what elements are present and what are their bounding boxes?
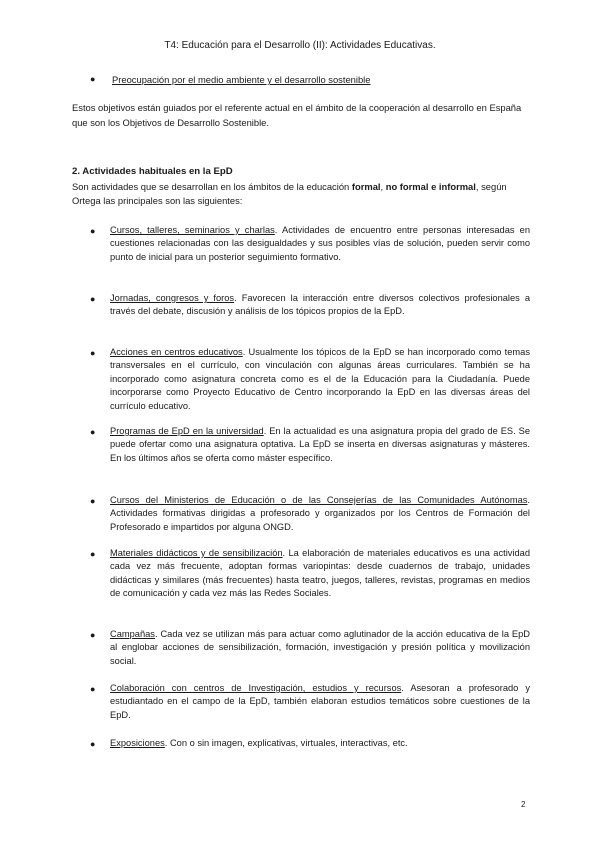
formal-term: formal [351, 181, 381, 192]
bullet-icon: ● [90, 684, 96, 694]
bullet-icon: ● [90, 427, 96, 437]
section-intro-sep: , [380, 181, 386, 192]
item-title: Colaboración con centros de Investigación, estudios y recursos [110, 683, 402, 693]
list-item [90, 737, 530, 750]
list-item [90, 224, 530, 264]
list-item [90, 494, 530, 534]
item-title: Exposiciones [110, 738, 165, 748]
list-item [90, 292, 530, 319]
item-title: Acciones en centros educativos [110, 347, 243, 357]
item-title: Jornadas, congresos y foros [110, 293, 235, 303]
list-item [90, 682, 530, 722]
intro-paragraph: Estos objetivos están guiados por el referente actual en el ámbito de la cooperación al desarrollo en España que son los Objetivos de Desarrollo Sostenible. [72, 102, 522, 128]
item-title: Materiales didácticos y de sensibilización [110, 548, 283, 558]
page-header: T4: Educación para el Desarrollo (II): Actividades Educativas. [164, 40, 436, 51]
item-text: . Actividades formativas dirigidas a profesorado y organizados por los Centros de Formación del Profesorado e impartidos por alguna ONGD. [110, 495, 530, 532]
bullet-icon: ● [90, 549, 96, 559]
no-formal-term: no formal e informal [385, 181, 476, 192]
bullet-icon: ● [90, 496, 96, 506]
page-number: 2 [521, 800, 526, 809]
item-title: Cursos del Ministerios de Educación o de las Consejerías de las Comunidades Autónomas [110, 495, 528, 505]
item-title: Cursos, talleres, seminarios y charlas [110, 225, 275, 235]
bullet-icon: ● [90, 739, 96, 749]
list-item [90, 346, 530, 413]
list-item [90, 547, 530, 601]
bullet-icon: ● [90, 348, 96, 358]
section-intro [72, 180, 534, 208]
item-title: Programas de EpD en la universidad [110, 426, 264, 436]
bullet-icon: ● [90, 630, 96, 640]
item-text: . En la actualidad es una asignatura propia del grado de ES. Se puede ofertar como una asignatura optativa. La EpD se inserta en diversas asignaturas y másteres. En los últimos años se oferta como máster específico. [110, 426, 530, 463]
item-text: . La elaboración de materiales educativos es una actividad cada vez más frecuente, adoptan formas variopintas: desde cuadernos de trabajo, unidades didácticas y similares (más frecuentes) hasta teatro, juegos, talleres, revistas, programas en medios de comunicación y cada vez más las Redes Sociales. [110, 548, 530, 599]
section-intro-b: , según Ortega las principales son las siguientes: [72, 181, 507, 206]
top-bullet-text: Preocupación por el medio ambiente y el desarrollo sostenible [112, 74, 371, 85]
bullet-icon: ● [90, 294, 96, 304]
item-text: . Usualmente los tópicos de la EpD se han incorporado como temas transversales en el currículo, con vinculación con algunas áreas curriculares. También se ha incorporado como asignatura concreta como es el de la Educación para la Ciudadanía. Puede incorporarse como Proyecto Educativo de Centro incorporando la EpD en las diversas áreas del currículo educativo. [110, 347, 530, 411]
item-text: . Actividades de encuentro entre personas interesadas en cuestiones relacionadas con las desigualdades y sus posibles vías de solución, pueden servir como punto de inicial para un posterior seguimiento formativo. [110, 225, 531, 262]
list-item [90, 628, 530, 668]
section-title: 2. Actividades habituales en la EpD [72, 166, 233, 177]
item-text: . Favorecen la interacción entre diversos colectivos profesionales a través del debate, discusión y análisis de los tópicos propios de la EpD. [110, 293, 531, 317]
item-text: . Cada vez se utilizan más para actuar como aglutinador de la acción educativa de la EpD al englobar acciones de sensibilización, formación, investigación y presión política y movilización social. [110, 629, 530, 666]
list-item [90, 425, 530, 465]
item-text: . Asesoran a profesorado y estudiantado en el campo de la EpD, también elaboran estudios temáticos sobre cuestiones de la EpD. [110, 683, 530, 720]
top-bullet-item [90, 73, 510, 86]
bullet-icon: ● [90, 226, 96, 236]
item-text: . Con o sin imagen, explicativas, virtuales, interactivas, etc. [164, 738, 408, 748]
section-intro-a: Son actividades que se desarrollan en los ámbitos de la educación [72, 181, 352, 192]
bullet-icon: ● [90, 74, 96, 84]
item-title: Campañas [110, 629, 155, 639]
